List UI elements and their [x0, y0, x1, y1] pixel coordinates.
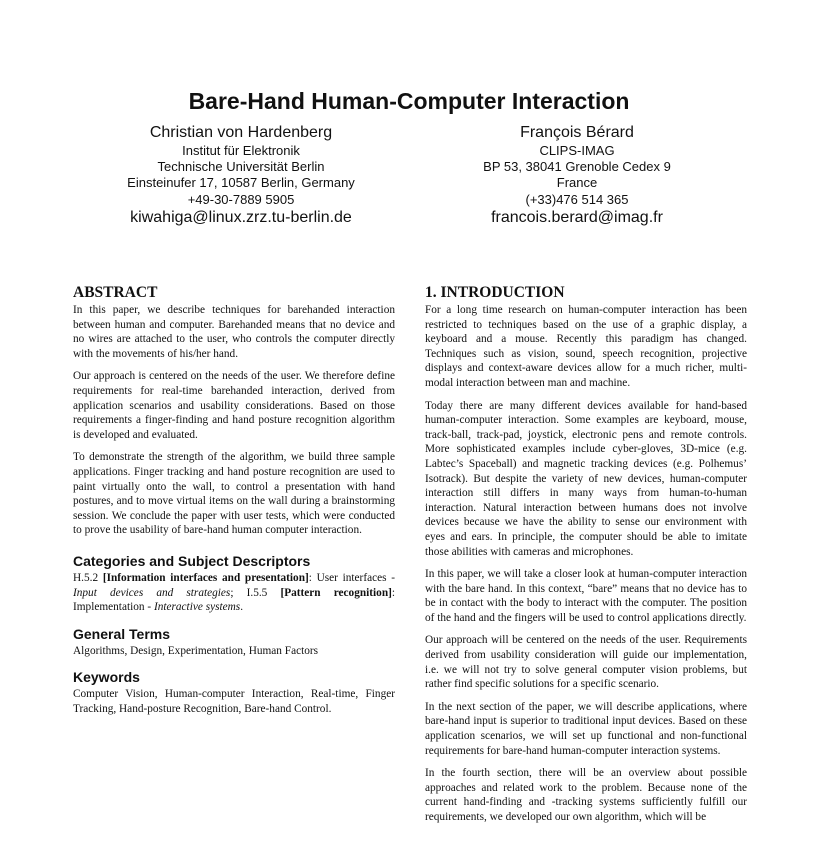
paper-title: Bare-Hand Human-Computer Interaction — [188, 88, 630, 114]
left-column — [73, 284, 395, 724]
categories-part: ; I.5.5 — [230, 586, 281, 599]
author-email: francois.berard@imag.fr — [491, 208, 663, 226]
general-terms-heading: General Terms — [73, 625, 171, 642]
author-name: Christian von Hardenberg — [149, 124, 333, 141]
categories-italic-term: Interactive systems — [153, 601, 241, 614]
author-block-2 — [412, 123, 742, 228]
introduction-paragraph: In this paper, we will take a closer look at human-computer interaction with the bare hand. In this context, “bare” means that no device has to be in contact with the body to interact with the computer. The position of the hand and the fingers will be used to control applications directly. — [425, 568, 747, 624]
introduction-heading: 1. INTRODUCTION — [425, 284, 565, 301]
keywords-text: Computer Vision, Human-computer Interaction, Real-time, Finger Tracking, Hand-posture Recognition, Bare-hand Control. — [73, 688, 395, 715]
categories-italic-term: -Input devices and strategies — [73, 571, 395, 599]
author-address: Einsteinufer 17, 10587 Berlin, Germany — [127, 175, 355, 191]
categories-text — [73, 571, 395, 615]
author-block-1 — [76, 123, 406, 228]
right-column — [425, 284, 747, 833]
introduction-paragraph: Our approach will be centered on the needs of the user. Requirements derived from usability consideration will guide our implementation, i.e. we will not try to solve general computer vision problems, but rather find specific solutions for a specific scenario. — [425, 634, 747, 691]
categories-part: : Implementation - — [73, 586, 395, 614]
categories-part: : User interfaces — [308, 571, 392, 584]
author-phone: +49-30-7889 5905 — [187, 191, 295, 207]
introduction-paragraph: For a long time research on human-computer interaction has been restricted to techniques based on the use of a graphic display, a keyboard and a mouse. Recently this paradigm has changed. Techniques such as vision, sound, speech recognition, projective displays and context-aware devices allow for a much richer, multi-modal interaction between man and machine. — [425, 304, 747, 389]
author-institution: BP 53, 38041 Grenoble Cedex 9 — [483, 159, 671, 175]
author-phone: (+33)476 514 365 — [525, 191, 629, 207]
categories-part: H.5.2 — [73, 571, 103, 584]
introduction-paragraph: In the fourth section, there will be an overview about possible approaches and related work to the problem. Because none of the current hand-finding and -tracking systems sufficiently fulfill our requirements, we developed our own algorithm, which will be — [425, 767, 747, 823]
categories-part: . — [240, 601, 244, 614]
keywords-heading: Keywords — [73, 669, 140, 686]
categories-heading: Categories and Subject Descriptors — [73, 552, 311, 569]
categories-bold-term: [Pattern recognition] — [280, 586, 392, 599]
author-affiliation: Institut für Elektronik — [182, 143, 300, 158]
author-affiliation: CLIPS-IMAG — [539, 143, 615, 158]
introduction-paragraph: Today there are many different devices available for hand-based human-computer interaction. Some examples are keyboard, mouse, track-ball, track-pad, joystick, electronic pens and remote controls. More sophisticated examples include cyber-gloves, 3D-mice (e.g. Labtec’s Spaceball) and magnetic tracking devices (e.g. Polhemus’ Isotrack). But despite the variety of new devices, human-computer interaction still differs in many ways from human-to-human interaction. Natural interaction between humans does not involve devices because we have the ability to sense our environment with eyes and ears. In principle, the computer should be able to imitate those abilities with cameras and microphones. — [425, 399, 747, 558]
abstract-heading: ABSTRACT — [73, 284, 158, 301]
introduction-paragraph: In the next section of the paper, we will describe applications, where bare-hand input is superior to traditional input devices. Based on these application scenarios, we will set up functional and non-functional requirements for bare-hand human-computer interaction systems. — [425, 700, 747, 757]
author-email: kiwahiga@linux.zrz.tu-berlin.de — [130, 208, 352, 226]
abstract-paragraph: Our approach is centered on the needs of the user. We therefore define requirements for real-time barehanded interaction, derived from application scenarios and usability considerations. Based on those requirements a finger-finding and hand posture recognition algorithm is developed and evaluated. — [73, 370, 395, 441]
author-address: France — [556, 175, 598, 191]
general-terms-text: Algorithms, Design, Experimentation, Human Factors — [73, 644, 319, 657]
abstract-paragraph: In this paper, we describe techniques for barehanded interaction between human and computer. Barehanded means that no device and no wires are attached to the user, who controls the computer directly with the movements of his/her hand. — [73, 304, 395, 360]
abstract-paragraph: To demonstrate the strength of the algorithm, we build three sample applications. Finger tracking and hand posture recognition are used to paint virtually onto the wall, to control a presentation with hand postures, and to move virtual items on the wall during a brainstorming session. We conclude the paper with user tests, which were conducted to prove the usability of bare-hand human computer interaction. — [73, 451, 395, 537]
author-institution: Technische Universität Berlin — [157, 159, 325, 175]
categories-bold-term: [Information interfaces and presentation] — [102, 571, 309, 584]
author-name: François Bérard — [520, 124, 634, 141]
